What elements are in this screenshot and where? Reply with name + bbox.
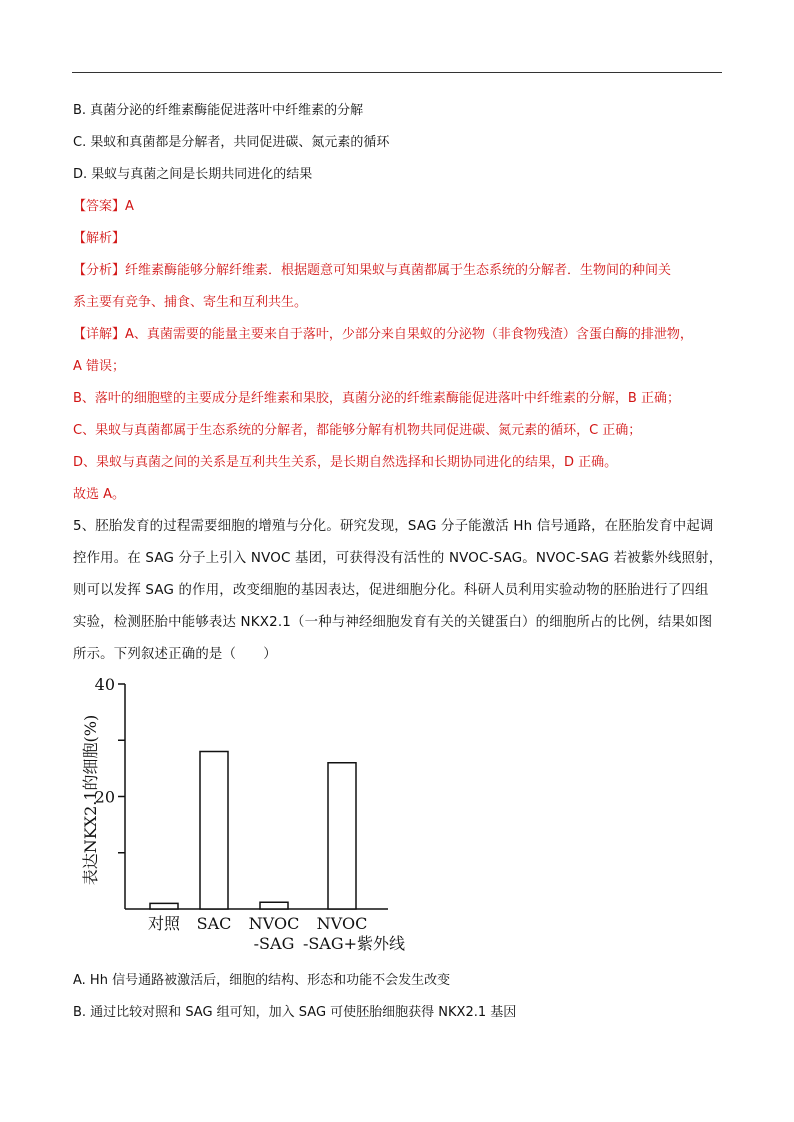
bar [328, 763, 356, 909]
option5-a: A. Hh 信号通路被激活后，细胞的结构、形态和功能不会发生改变 [73, 973, 451, 988]
question5-line4: 实验，检测胚胎中能够表达 NKX2.1（一种与神经细胞发育有关的关键蛋白）的细胞所占的比例，结果如图 [73, 615, 713, 630]
bar [150, 903, 178, 909]
analysis-conclusion: 故选 A。 [73, 487, 126, 502]
question5-line2: 控作用。在 SAG 分子上引入 NVOC 基团，可获得没有活性的 NVOC-SAG。NVOC-SAG 若被紫外线照射， [73, 551, 723, 566]
x-tick-label: NVOC [316, 914, 368, 933]
question5-line3: 则可以发挥 SAG 的作用，改变细胞的基因表达，促进细胞分化。科研人员利用实验动物的胚胎进行了四组 [73, 583, 709, 598]
x-tick-label-line2: -SAG [253, 934, 295, 953]
analysis-b: B、落叶的细胞壁的主要成分是纤维素和果胶，真菌分泌的纤维素酶能促进落叶中纤维素的分解，B 正确； [73, 391, 680, 406]
answer-line: 【答案】A [73, 199, 134, 214]
x-tick-label-line2: -SAG+紫外线 [302, 934, 406, 953]
y-axis-label: 表达NKX2.1的细胞(%) [81, 714, 100, 886]
bar [260, 902, 288, 909]
analysis-xiangjie-2: A 错误； [73, 359, 126, 374]
y-tick-label: 20 [94, 787, 115, 807]
option-d-prev: D. 果蚁与真菌之间是长期共同进化的结果 [73, 167, 313, 182]
x-tick-label: NVOC [248, 914, 300, 933]
analysis-heading: 【解析】 [73, 231, 126, 246]
analysis-xiangjie-1: 【详解】A、真菌需要的能量主要来自于落叶，少部分来自果蚁的分泌物（非食物残渣）含蛋白酶的排泄物， [73, 327, 693, 342]
question5-line5: 所示。下列叙述正确的是（ ） [73, 647, 277, 662]
bar [200, 752, 228, 910]
analysis-d: D、果蚁与真菌之间的关系是互利共生关系，是长期自然选择和长期协同进化的结果，D 正确。 [73, 455, 618, 470]
x-tick-label: SAC [196, 914, 232, 933]
header-rule [72, 72, 722, 73]
analysis-fenxi-2: 系主要有竞争、捕食、寄生和互利共生。 [73, 295, 308, 310]
option-b-prev: B. 真菌分泌的纤维素酶能促进落叶中纤维素的分解 [73, 103, 364, 118]
x-tick-label: 对照 [147, 914, 181, 933]
y-tick-label: 40 [94, 675, 115, 694]
analysis-fenxi-1: 【分析】纤维素酶能够分解纤维素．根据题意可知果蚁与真菌都属于生态系统的分解者．生物间的种间关 [73, 263, 672, 278]
option5-b: B. 通过比较对照和 SAG 组可知，加入 SAG 可使胚胎细胞获得 NKX2.1 基因 [73, 1005, 517, 1020]
option-c-prev: C. 果蚁和真菌都是分解者，共同促进碳、氮元素的循环 [73, 135, 390, 150]
question5-line1: 5、胚胎发育的过程需要细胞的增殖与分化。研究发现，SAG 分子能激活 Hh 信号通路，在胚胎发育中起调 [73, 519, 714, 534]
analysis-c: C、果蚁与真菌都属于生态系统的分解者，都能够分解有机物共同促进碳、氮元素的循环，C 正确； [73, 423, 642, 438]
nkx21-bar-chart [70, 672, 430, 957]
